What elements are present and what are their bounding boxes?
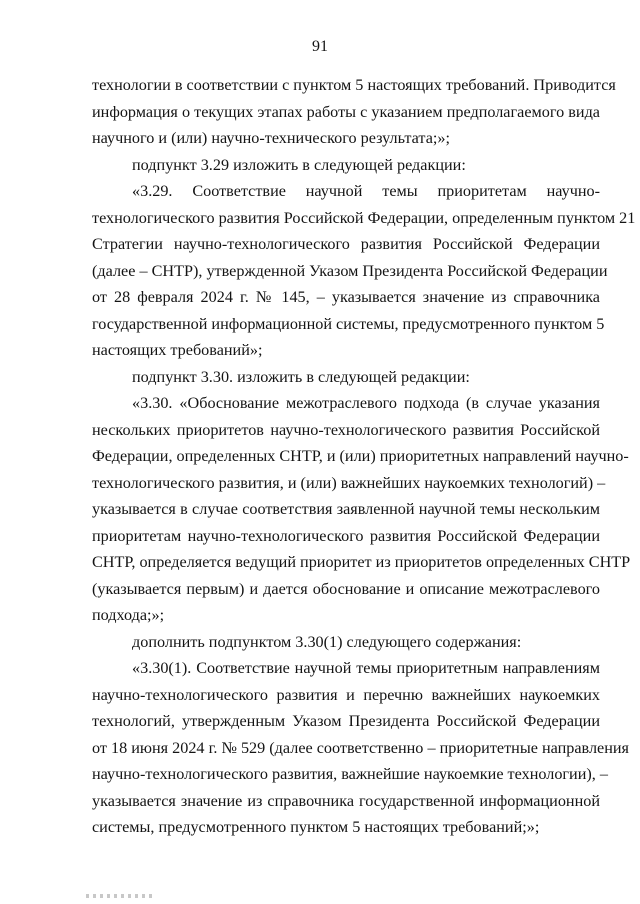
text-line: подхода;»; xyxy=(92,606,165,624)
text-line: СНТР, определяется ведущий приоритет из приоритетов определенных СНТР xyxy=(92,553,631,571)
paragraph-first-line: подпункт 3.29 изложить в следующей редакции: xyxy=(132,155,466,174)
text-line: технологического развития Российской Федерации, определенным пунктом 21 xyxy=(92,208,636,227)
text-line: технологического развития, и (или) важнейших наукоемких технологий) – xyxy=(92,473,606,492)
text-line: государственной информационной системы, предусмотренного пунктом 5 xyxy=(92,314,605,333)
text-line: указывается значение из справочника государственной информационной xyxy=(92,791,600,810)
text-line: (указывается первым) и дается обоснование и описание межотраслевого xyxy=(92,579,600,598)
text-line: Стратегии научно-технологического развития Российской Федерации xyxy=(92,235,600,253)
paragraph-first-line: «3.30(1). Соответствие научной темы приоритетным направлениям xyxy=(132,659,600,677)
text-line: информация о текущих этапах работы с указанием предполагаемого вида xyxy=(92,102,600,121)
text-line: нескольких приоритетов научно-технологического развития Российской xyxy=(92,420,600,439)
text-line: (далее – СНТР), утвержденной Указом Президента Российской Федерации xyxy=(92,261,608,280)
text-line: технологии в соответствии с пунктом 5 настоящих требований. Приводится xyxy=(92,76,616,94)
paragraph-first-line: подпункт 3.30. изложить в следующей редакции: xyxy=(132,367,470,386)
paragraph-first-line: «3.29. Соответствие научной темы приоритетам научно- xyxy=(132,182,600,200)
text-line: научно-технологического развития и перечню важнейших наукоемких xyxy=(92,685,600,704)
text-line: настоящих требований»; xyxy=(92,341,263,359)
paragraph-first-line: «3.30. «Обоснование межотраслевого подхода (в случае указания xyxy=(132,394,600,412)
text-line: приоритетам научно-технологического развития Российской Федерации xyxy=(92,526,600,545)
text-line: от 18 июня 2024 г. № 529 (далее соответственно – приоритетные направления xyxy=(92,738,629,757)
text-line: технологий, утвержденным Указом Президента Российской Федерации xyxy=(92,712,600,730)
scan-artifact xyxy=(86,894,154,898)
text-line: научно-технологического развития, важнейшие наукоемкие технологии), – xyxy=(92,765,608,783)
page-number: 91 xyxy=(312,38,328,55)
paragraph-first-line: дополнить подпунктом 3.30(1) следующего содержания: xyxy=(132,632,522,651)
text-line: указывается в случае соответствия заявленной научной темы нескольким xyxy=(92,500,600,518)
text-line: системы, предусмотренного пунктом 5 настоящих требований;»; xyxy=(92,818,540,836)
text-line: научного и (или) научно-технического результата;»; xyxy=(92,129,450,147)
text-line: Федерации, определенных СНТР, и (или) приоритетных направлений научно- xyxy=(92,447,629,465)
text-line: от 28 февраля 2024 г. № 145, – указывается значение из справочника xyxy=(92,288,600,306)
document-body xyxy=(92,72,636,841)
